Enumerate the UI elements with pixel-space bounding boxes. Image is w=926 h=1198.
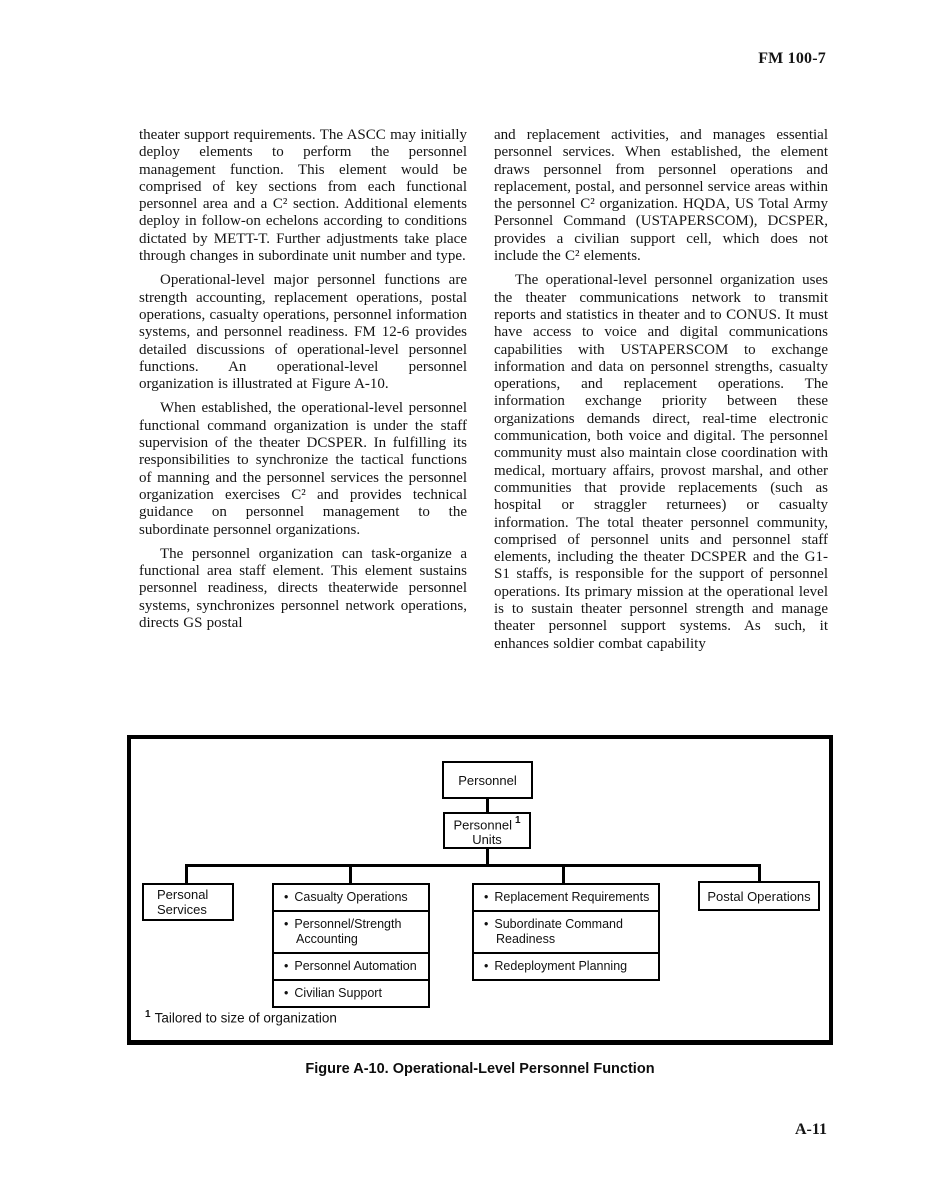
figure-box (127, 735, 833, 1045)
page-number: A-11 (795, 1121, 827, 1138)
org-node-personal-services (142, 883, 234, 921)
doc-id: FM 100-7 (758, 50, 826, 67)
body-left-column (139, 127, 467, 639)
connector-line (486, 799, 489, 812)
org-node-label: Units (472, 832, 502, 848)
org-node-personnel (442, 761, 533, 799)
paragraph: Operational-level major personnel functions are strength accounting, replacement operations, postal operations, casualty operations, personnel information systems, and personnel readiness. FM 12-6 provides detailed discussions of operational-level personnel functions. An operational-level personnel organization is illustrated at Figure A-10. (139, 272, 467, 393)
list-item: • Subordinate Command Readiness (474, 910, 658, 952)
org-node-label: Personnel $^1$ (453, 814, 521, 833)
footnote-marker: 1 (514, 814, 521, 826)
footnote-marker: 1 (145, 1009, 151, 1020)
figure-footnote (145, 1009, 337, 1026)
connector-line (185, 864, 761, 867)
paragraph: The personnel organization can task-organize a functional area staff element. This element sustains personnel readiness, directs theaterwide personnel systems, synchronizes personnel network operations, directs GS postal (139, 545, 467, 632)
list-item: • Personnel/Strength Accounting (274, 910, 428, 952)
connector-line (349, 864, 352, 883)
list-item: • Redeployment Planning (474, 952, 658, 979)
list-item: • Civilian Support (274, 979, 428, 1006)
connector-line (758, 864, 761, 881)
paragraph: theater support requirements. The ASCC may initially deploy elements to perform the personnel management function. This element would be comprised of key sections from each functional personnel area and a C² section. Additional elements deploy in follow-on echelons according to conditions dictated by METT-T. Further adjustments take place through changes in subordinate unit number and type. (139, 127, 467, 265)
org-chart (131, 739, 829, 1040)
org-node-postal-operations (698, 881, 820, 911)
list-item: • Personnel Automation (274, 952, 428, 979)
paragraph: The operational-level personnel organization uses the theater communications network to transmit reports and statistics in theater and to CONUS. It must have access to voice and digital communications capabilities with USTAPERSCOM to exchange information and data on personnel strengths, casualty operations, and replacement operations. The information exchange priority between these organizations demands direct, real-time electronic communication, both voice and digital. The personnel community must also maintain close coordination with medical, mortuary affairs, provost marshal, and other communities that provide replacements (such as hospital or straggler returnees) or casualty information. The total theater personnel community, comprised of personnel units and personnel staff elements, including the theater DCSPER and the G1-S1 staffs, is responsible for the support of personnel operations. Its primary mission at the operational level is to sustain theater personnel strength and manage theater personnel support systems. As such, it enhances soldier combat capability (494, 272, 828, 652)
org-node-label: Personal Services (157, 887, 209, 917)
body-right-column (494, 127, 828, 660)
figure-caption: Figure A-10. Operational-Level Personnel Function (305, 1061, 655, 1077)
paragraph: and replacement activities, and manages essential personnel services. When established, the element draws personnel from personnel operations and replacement, postal, and personnel service areas within the personnel C² organization. HQDA, US Total Army Personnel Command (USTAPERSCOM), DCSPER, provides a civilian support cell, which does not include the C² elements. (494, 127, 828, 265)
org-list-operations (272, 883, 430, 1008)
org-node-label: Personnel (458, 772, 517, 788)
org-list-replacement (472, 883, 660, 981)
connector-line (185, 864, 188, 883)
footnote-text: Tailored to size of organization (154, 1010, 337, 1026)
connector-line (562, 864, 565, 883)
list-item: • Casualty Operations (274, 885, 428, 910)
org-node-label: Postal Operations (707, 888, 811, 904)
paragraph: When established, the operational-level personnel functional command organization is under the staff supervision of the theater DCSPER. In fulfilling its responsibilities to synchronize the tactical functions of manning and the personnel services the personnel organization exercises C² and provides technical guidance on personnel management to the subordinate personnel organizations. (139, 400, 467, 538)
org-node-personnel-units (443, 812, 531, 849)
list-item: • Replacement Requirements (474, 885, 658, 910)
